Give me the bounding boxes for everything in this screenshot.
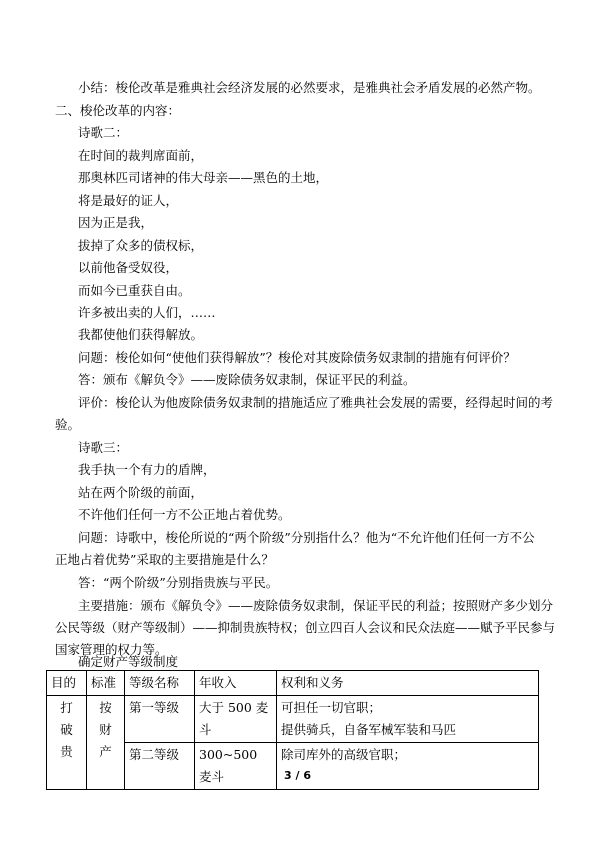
table-header: 标准 [87,671,125,696]
standard-char: 财 [99,722,112,737]
poem-line: 因为正是我， [78,215,154,230]
question-paragraph: 问题：诗歌中，梭伦所说的“两个阶级”分别指什么？他为“不允许他们任何一方不公 [78,530,535,545]
income-cell [195,743,277,790]
purpose-char: 破 [60,722,73,737]
poem-line: 在时间的裁判席面前， [78,148,204,163]
table-row [47,696,539,743]
purpose-char: 贵 [60,744,73,759]
standard-char: 产 [99,744,112,759]
measures-paragraph-cont: 国家管理的权力等。 [55,642,168,657]
income-line: 斗 [199,722,212,737]
poem-line: 将是最好的证人， [78,193,179,208]
answer-paragraph: 答：“两个阶级”分别指贵族与平民。 [78,575,279,590]
poem-line: 以前他备受奴役， [78,260,179,275]
income-cell [195,696,277,743]
question-paragraph-cont: 正地占着优势”采取的主要措施是什么？ [55,552,274,567]
income-line: 大于 500 麦 [199,700,269,715]
evaluation-paragraph: 评价：梭伦认为他废除债务奴隶制的措施适应了雅典社会发展的需要，经得起时间的考 [78,395,554,410]
rights-cell [277,696,539,743]
measures-paragraph-cont: 公民等级（财产等级制）——抑制贵族特权；创立四百人会议和民众法庭——赋予平民参与 [55,620,556,635]
rights-line: 提供骑兵，自备军械军装和马匹 [281,722,457,737]
summary-paragraph: 小结：梭伦改革是雅典社会经济发展的必然要求，是雅典社会矛盾发展的必然产物。 [78,80,541,95]
poem-line: 不许他们任何一方不公正地占着优势。 [78,507,291,522]
standard-char: 按 [99,700,112,715]
table-header: 权利和义务 [277,671,539,696]
poem-line: 那奥林匹司诸神的伟大母亲——黑色的土地， [78,170,329,185]
question-paragraph: 问题：梭伦如何“使他们获得解放”？梭伦对其废除债务奴隶制的措施有何评价？ [78,350,516,365]
table-header: 年收入 [195,671,277,696]
evaluation-paragraph-cont: 验。 [55,417,81,432]
class-name-cell: 第二等级 [125,743,195,790]
measures-paragraph: 主要措施：颁布《解负令》——废除债务奴隶制，保证平民的利益；按照财产多少划分 [78,598,554,613]
rights-line: 除司库外的高级官职； [281,747,407,762]
table-caption: 确定财产等级制度 [78,654,179,669]
rights-cell [277,743,539,790]
poem-three-heading: 诗歌三： [78,440,129,455]
poem-two-heading: 诗歌二： [78,125,129,140]
income-line: 300~500 麦斗 [199,747,258,784]
poem-line: 而如今已重获自由。 [78,283,191,298]
rights-line: 可担任一切官职； [281,700,382,715]
table-header: 等级名称 [125,671,195,696]
poem-line: 拔掉了众多的债权标， [78,238,204,253]
table-header: 目的 [47,671,87,696]
section-heading: 二、梭伦改革的内容： [55,103,181,118]
poem-line: 站在两个阶级的前面， [78,485,204,500]
class-name-cell: 第一等级 [125,696,195,743]
poem-line: 许多被出卖的人们，…… [78,305,216,320]
page-number: 3 / 6 [284,769,311,782]
poem-line: 我手执一个有力的盾牌， [78,462,216,477]
answer-paragraph: 答：颁布《解负令》——废除债务奴隶制，保证平民的利益。 [78,372,416,387]
poem-line: 我都使他们获得解放。 [78,327,204,342]
table-header-row [47,671,539,696]
purpose-char: 打 [60,700,73,715]
